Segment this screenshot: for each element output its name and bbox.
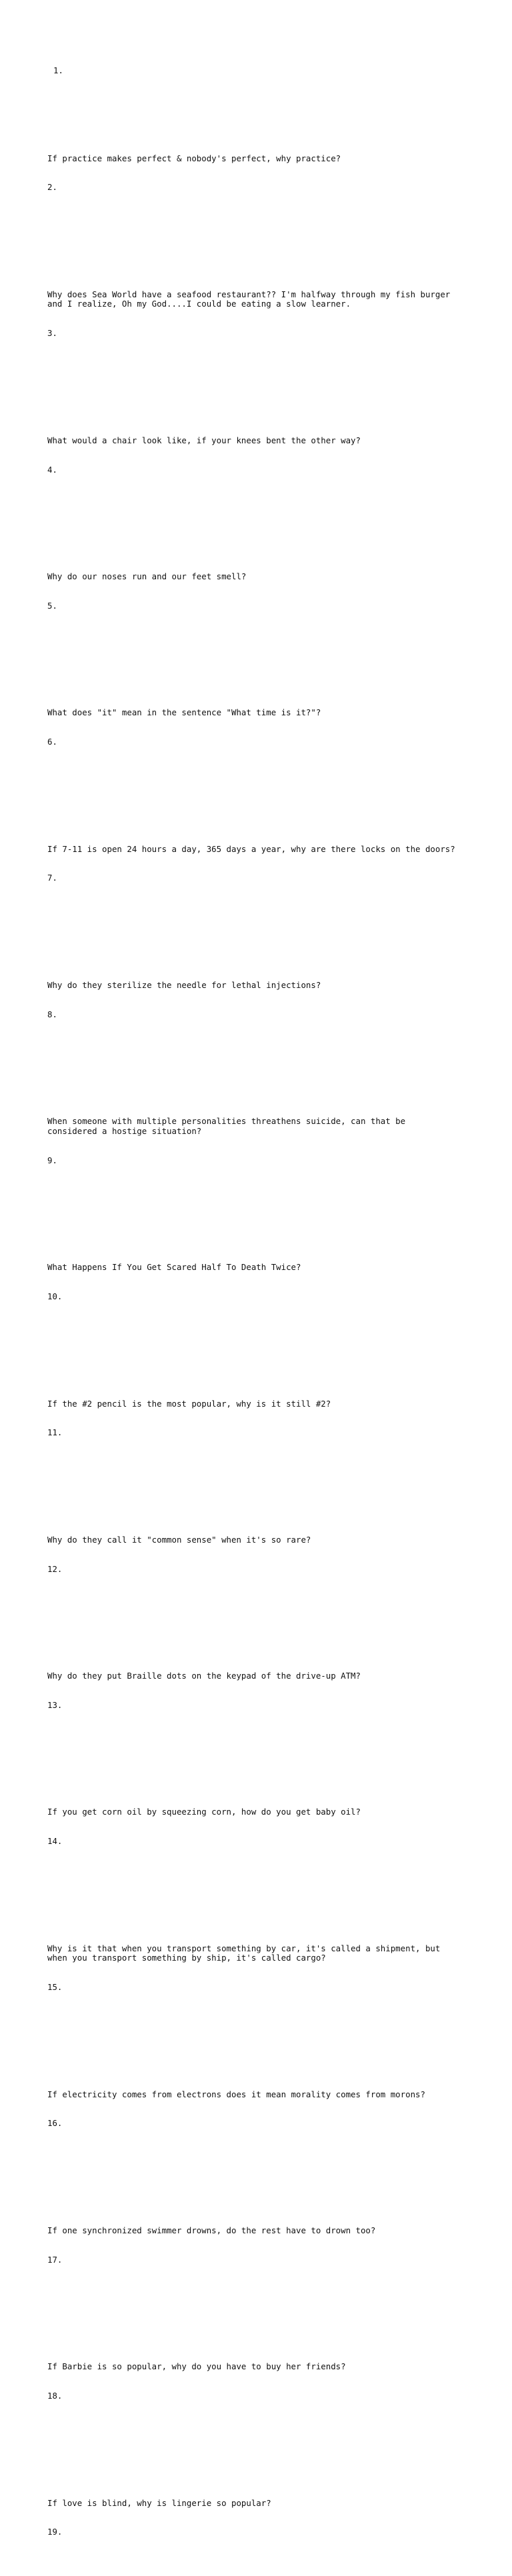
document-text (47, 47, 487, 2576)
item-number: 3. (47, 328, 57, 339)
item-number: 12. (47, 1563, 63, 1574)
question-text: If practice makes perfect & nobody's perfect, why practice? (47, 153, 341, 163)
blank-line (47, 903, 487, 913)
entry-11 (47, 1516, 487, 1623)
blank-line (47, 1866, 487, 1876)
question-text: If love is blind, why is lingerie so popular? (47, 2497, 271, 2508)
blank-line (47, 494, 487, 504)
blank-line (47, 631, 487, 641)
blank-line (47, 2012, 487, 2022)
entry-2 (47, 271, 487, 387)
blank-line (47, 2285, 487, 2295)
question-text: If 7-11 is open 24 hours a day, 365 days a year, why are there locks on the doors? (47, 843, 455, 854)
blank-line (47, 1457, 487, 1467)
entry-1 (47, 134, 487, 241)
entry-7 (47, 961, 487, 1069)
question-text: What does "it" mean in the sentence "What time is it?"? (47, 707, 321, 718)
item-number: 4. (47, 464, 57, 475)
item-number: 8. (47, 1009, 57, 1019)
item-number: 7. (47, 873, 57, 883)
entry-14 (47, 1925, 487, 2041)
entry-3 (47, 417, 487, 524)
entry-13 (47, 1788, 487, 1895)
item-number: 18. (47, 2391, 63, 2401)
question-text: When someone with multiple personalities threathens suicide, can that be considered a hostige situation? (47, 1116, 406, 1136)
entry-5 (47, 689, 487, 796)
entry-9 (47, 1243, 487, 1351)
item-number: 2. (47, 182, 57, 193)
item-number: 17. (47, 2254, 63, 2265)
item-number: 16. (47, 2118, 63, 2129)
entry-16 (47, 2207, 487, 2314)
item-number: 6. (47, 737, 57, 747)
blank-line (47, 1593, 487, 1603)
item-number: 5. (47, 600, 57, 611)
blank-line (47, 1321, 487, 1331)
blank-line (47, 2421, 487, 2431)
blank-line (47, 767, 487, 777)
blank-line (47, 358, 487, 368)
entry-8 (47, 1097, 487, 1214)
question-text: If electricity comes from electrons does it mean morality comes from morons? (47, 2089, 425, 2099)
entry-6 (47, 825, 487, 933)
question-text: Why does Sea World have a seafood restaurant?? I'm halfway through my fish burger and I realize, Oh my God....I could be eating a slow learner. (47, 289, 451, 309)
item-number: 1. (53, 65, 63, 76)
entry-17 (47, 2343, 487, 2450)
item-number: 15. (47, 1982, 63, 1993)
item-number: 9. (47, 1155, 57, 1165)
item-number: 14. (47, 1836, 63, 1847)
blank-line (47, 212, 487, 222)
entry-18 (47, 2479, 487, 2557)
question-text: Why do they call it "common sense" when it's so rare? (47, 1534, 311, 1545)
item-number: 19. (47, 2527, 63, 2537)
entry-15 (47, 2071, 487, 2178)
question-text: What would a chair look like, if your knees bent the other way? (47, 435, 361, 445)
question-text: Why do they sterilize the needle for lethal injections? (47, 980, 321, 990)
question-text: If you get corn oil by squeezing corn, how do you get baby oil? (47, 1807, 361, 1817)
question-text: Why do they put Braille dots on the keypad of the drive-up ATM? (47, 1671, 361, 1681)
blank-line (47, 1039, 487, 1049)
question-text: Why is it that when you transport something by car, it's called a shipment, but when you transport something by ship, it's called cargo? (47, 1943, 441, 1963)
item-number: 13. (47, 1699, 63, 1710)
entry-10 (47, 1379, 487, 1487)
item-number: 10. (47, 1291, 63, 1301)
question-text: If one synchronized swimmer drowns, do the rest have to drown too? (47, 2225, 376, 2235)
question-text: Why do our noses run and our feet smell? (47, 571, 247, 582)
blank-line (47, 2148, 487, 2158)
question-text: If the #2 pencil is the most popular, why is it still #2? (47, 1398, 331, 1409)
blank-line (47, 95, 487, 105)
entry-4 (47, 553, 487, 660)
blank-line (47, 1185, 487, 1195)
entry-12 (47, 1652, 487, 1759)
blank-line (47, 1730, 487, 1740)
question-text: If Barbie is so popular, why do you have to buy her friends? (47, 2361, 346, 2372)
item-number: 11. (47, 1427, 63, 1438)
question-text: What Happens If You Get Scared Half To Death Twice? (47, 1262, 301, 1273)
